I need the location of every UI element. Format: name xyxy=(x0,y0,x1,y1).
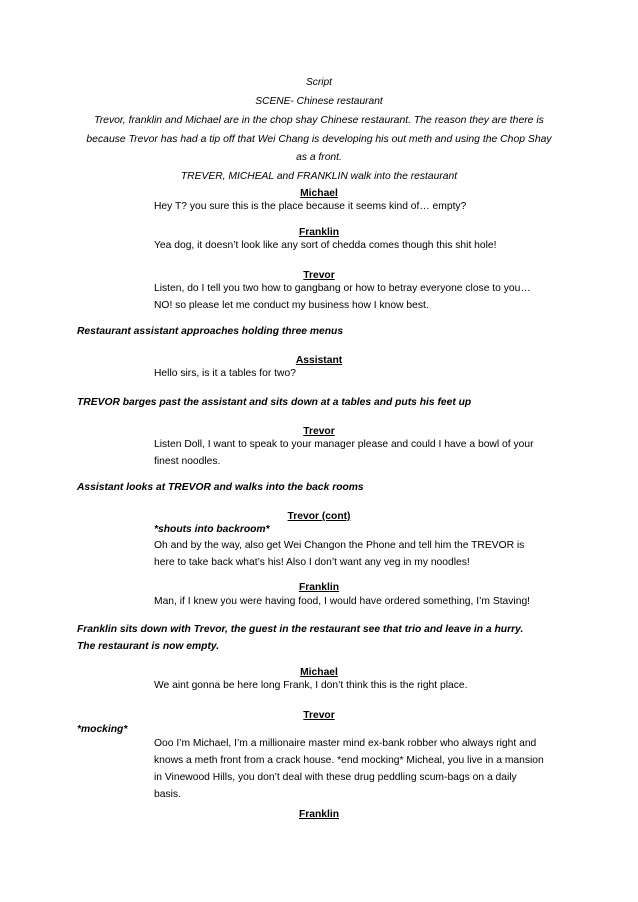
character-name: Assistant xyxy=(295,355,343,366)
dialogue-line: Ooo I’m Michael, I’m a millionaire master mind ex-bank robber who always right and xyxy=(154,738,537,749)
intro-line-3: as a front. xyxy=(296,152,342,163)
dialogue-line: knows a meth front from a crack house. *end mocking* Micheal, you live in a mansion xyxy=(154,755,544,766)
character-name: Franklin xyxy=(298,809,340,820)
dialogue-line: finest noodles. xyxy=(154,456,221,467)
stage-direction: The restaurant is now empty. xyxy=(77,641,220,652)
intro-line-2: because Trevor has had a tip off that Wei Chang is developing his out meth and using the Chop Shay xyxy=(86,134,552,145)
dialogue-line: Hey T? you sure this is the place because it seems kind of… empty? xyxy=(154,201,467,212)
dialogue-line: Oh and by the way, also get Wei Changon the Phone and tell him the TREVOR is xyxy=(154,540,525,551)
dialogue-line: Hello sirs, is it a tables for two? xyxy=(154,368,296,379)
dialogue-line: We aint gonna be here long Frank, I don’t think this is the right place. xyxy=(154,680,468,691)
opening-stage-direction: TREVER, MICHEAL and FRANKLIN walk into the restaurant xyxy=(180,171,458,182)
character-name: Franklin xyxy=(298,227,340,238)
character-name: Michael xyxy=(300,188,338,199)
dialogue-line: basis. xyxy=(154,789,181,800)
character-name: Trevor xyxy=(303,270,335,281)
character-name: Michael xyxy=(300,667,338,678)
dialogue-line: Yea dog, it doesn’t look like any sort of chedda comes though this shit hole! xyxy=(154,240,497,251)
scene-heading: SCENE- Chinese restaurant xyxy=(255,96,383,107)
dialogue-line: here to take back what’s his! Also I don’t want any veg in my noodles! xyxy=(154,557,470,568)
script-title: Script xyxy=(305,77,333,88)
stage-direction: Assistant looks at TREVOR and walks into the back rooms xyxy=(77,482,364,493)
character-name: Trevor (cont) xyxy=(287,511,351,522)
stage-direction: TREVOR barges past the assistant and sits down at a tables and puts his feet up xyxy=(77,397,472,408)
dialogue-line: NO! so please let me conduct my business how I know best. xyxy=(154,300,429,311)
character-name: Trevor xyxy=(303,426,335,437)
stage-direction: Restaurant assistant approaches holding three menus xyxy=(77,326,344,337)
dialogue-line: Man, if I knew you were having food, I would have ordered something, I’m Staving! xyxy=(154,596,531,607)
parenthetical: *shouts into backroom* xyxy=(154,524,270,535)
dialogue-line: Listen, do I tell you two how to gangbang or how to betray everyone close to you… xyxy=(154,283,531,294)
dialogue-line: Listen Doll, I want to speak to your manager please and could I have a bowl of your xyxy=(154,439,534,450)
intro-line-1: Trevor, franklin and Michael are in the chop shay Chinese restaurant. The reason they are there is xyxy=(94,115,544,126)
character-name: Franklin xyxy=(298,582,340,593)
parenthetical: *mocking* xyxy=(77,724,128,735)
character-name: Trevor xyxy=(303,710,335,721)
stage-direction: Franklin sits down with Trevor, the guest in the restaurant see that trio and leave in a hurry. xyxy=(77,624,524,635)
dialogue-line: in Vinewood Hills, you don’t deal with these drug peddling scum-bags on a daily xyxy=(154,772,517,783)
